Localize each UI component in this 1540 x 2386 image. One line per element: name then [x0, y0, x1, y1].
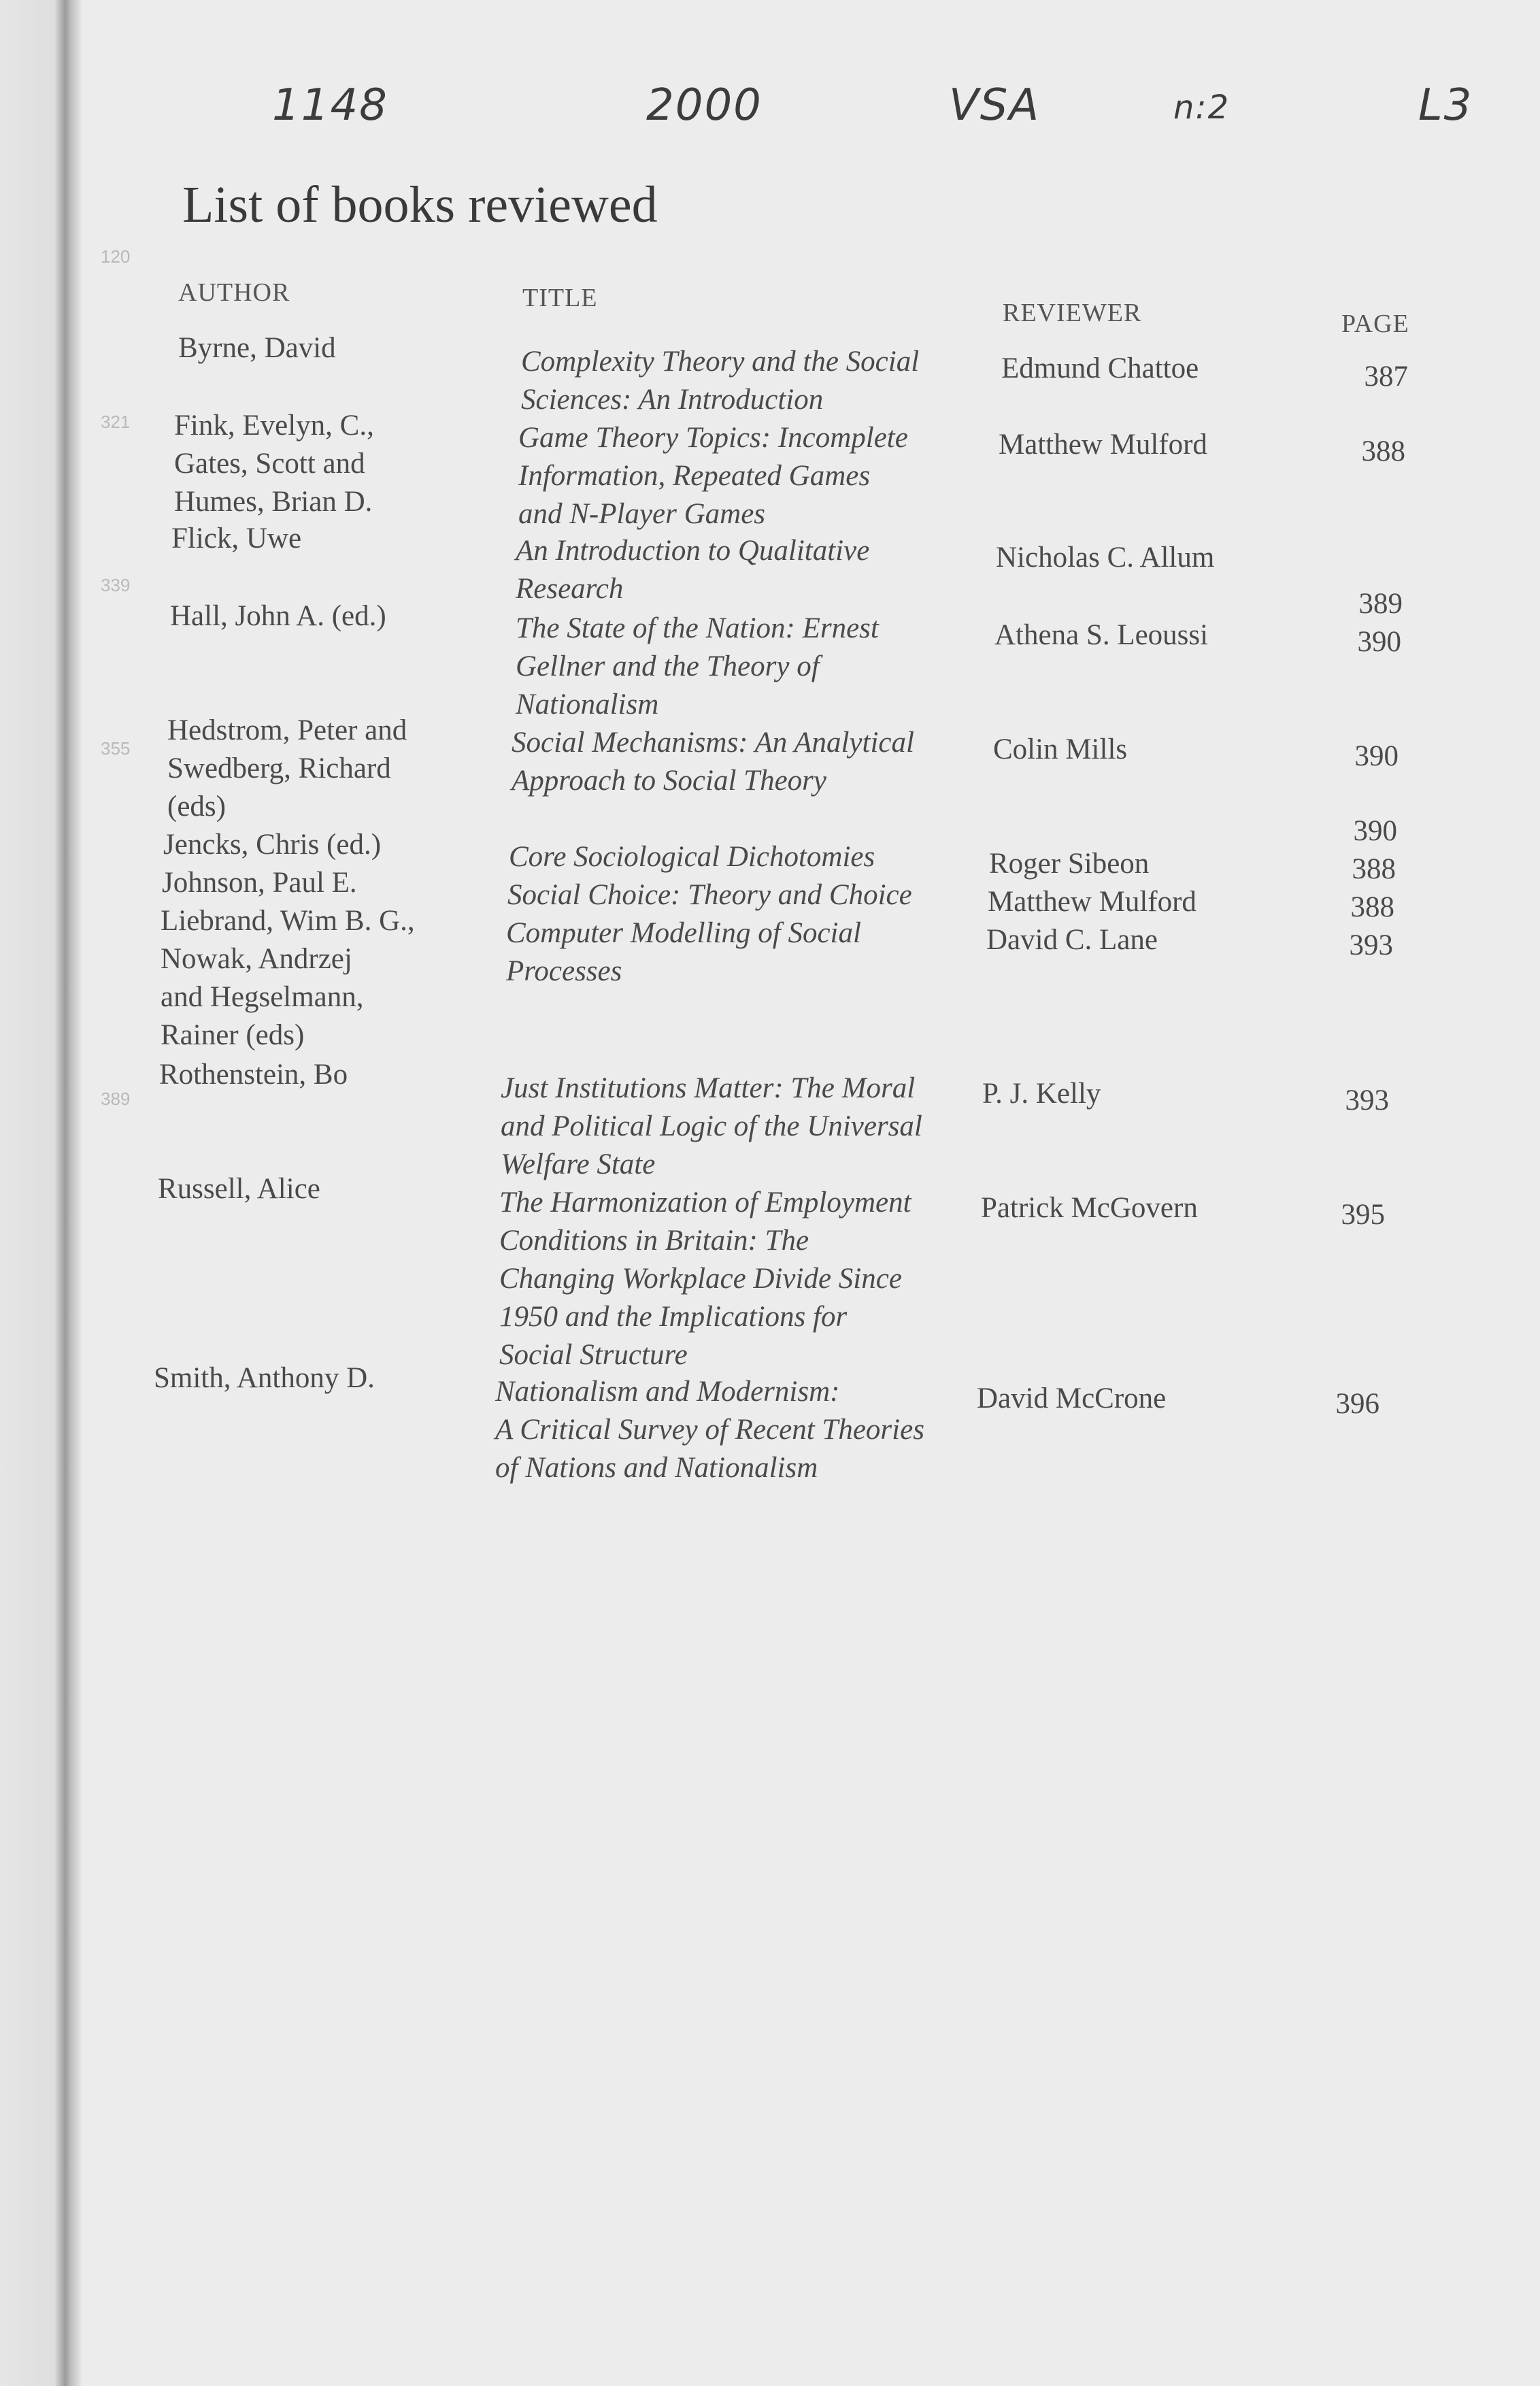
- margin-number: 339: [101, 575, 131, 595]
- author-cell: Johnson, Paul E.: [162, 867, 357, 899]
- page-cell: 393: [1349, 929, 1393, 961]
- reviewer-cell: Matthew Mulford: [988, 886, 1196, 918]
- page-cell: 396: [1335, 1388, 1379, 1420]
- handwritten-year: 2000: [646, 80, 763, 131]
- reviewer-cell: P. J. Kelly: [982, 1078, 1101, 1110]
- page-title: List of books reviewed: [182, 176, 658, 233]
- margin-number: 120: [101, 246, 131, 267]
- author-cell: Smith, Anthony D.: [154, 1362, 375, 1394]
- reviewer-cell: Nicholas C. Allum: [996, 542, 1215, 574]
- reviewer-cell: Athena S. Leoussi: [994, 619, 1209, 651]
- page-cell: 390: [1353, 815, 1397, 847]
- author-cell: Russell, Alice: [158, 1173, 320, 1205]
- title-cell: Social Mechanisms: An Analytical Approach to Social Theory: [512, 727, 914, 797]
- author-cell: Flick, Uwe: [171, 523, 302, 554]
- column-header-reviewer: REVIEWER: [1003, 299, 1142, 327]
- title-cell: Computer Modelling of Social Processes: [506, 917, 861, 987]
- title-cell: Social Choice: Theory and Choice: [507, 879, 912, 911]
- handwritten-country: VSA: [949, 80, 1041, 131]
- author-cell: Jencks, Chris (ed.): [163, 829, 382, 861]
- handwritten-number: 1148: [272, 80, 388, 131]
- reviewer-cell: David C. Lane: [986, 924, 1158, 956]
- page-cell: 395: [1341, 1199, 1385, 1231]
- page-cell: 389: [1358, 588, 1403, 620]
- title-cell: Nationalism and Modernism: A Critical Survey of Recent Theories of Nations and Nationalism: [495, 1376, 924, 1484]
- title-cell: The Harmonization of Employment Conditions in Britain: The Changing Workplace Divide Since 1950 and the Implications for Social Structure: [499, 1187, 911, 1371]
- column-header-author: AUTHOR: [178, 278, 290, 307]
- page-cell: 388: [1352, 853, 1396, 885]
- title-cell: An Introduction to Qualitative Research: [516, 535, 870, 605]
- title-cell: Core Sociological Dichotomies: [509, 841, 875, 873]
- author-cell: Hall, John A. (ed.): [170, 600, 386, 632]
- book-binding-edge: [0, 0, 82, 2386]
- column-header-title: TITLE: [522, 284, 598, 312]
- reviewer-cell: Matthew Mulford: [999, 429, 1207, 461]
- reviewer-cell: Colin Mills: [993, 733, 1128, 765]
- column-header-page: PAGE: [1341, 310, 1409, 338]
- reviewer-cell: Roger Sibeon: [989, 848, 1150, 880]
- page-cell: 387: [1364, 361, 1408, 393]
- margin-number: 389: [101, 1089, 131, 1109]
- page-cell: 390: [1357, 626, 1401, 658]
- handwritten-issue: n:2: [1173, 88, 1231, 127]
- title-cell: Game Theory Topics: Incomplete Information, Repeated Games and N-Player Games: [518, 422, 908, 530]
- title-cell: The State of the Nation: Ernest Gellner and the Theory of Nationalism: [516, 612, 879, 720]
- page-cell: 390: [1354, 740, 1399, 772]
- author-cell: Hedstrom, Peter and Swedberg, Richard (eds): [167, 714, 407, 823]
- author-cell: Rothenstein, Bo: [159, 1059, 348, 1091]
- margin-number: 321: [101, 412, 131, 432]
- author-cell: Fink, Evelyn, C., Gates, Scott and Humes, Brian D.: [174, 410, 374, 518]
- handwritten-code: L3: [1418, 80, 1473, 131]
- page-cell: 388: [1350, 891, 1394, 923]
- margin-number: 355: [101, 738, 131, 759]
- author-cell: Liebrand, Wim B. G., Nowak, Andrzej and Hegselmann, Rainer (eds): [161, 905, 415, 1051]
- reviewer-cell: David McCrone: [977, 1382, 1167, 1414]
- page-cell: 388: [1361, 435, 1405, 467]
- title-cell: Complexity Theory and the Social Sciences: An Introduction: [521, 346, 920, 416]
- author-cell: Byrne, David: [178, 332, 336, 364]
- reviewer-cell: Edmund Chattoe: [1001, 352, 1199, 384]
- title-cell: Just Institutions Matter: The Moral and Political Logic of the Universal Welfare State: [501, 1072, 922, 1180]
- page-cell: 393: [1345, 1084, 1389, 1116]
- reviewer-cell: Patrick McGovern: [981, 1192, 1198, 1224]
